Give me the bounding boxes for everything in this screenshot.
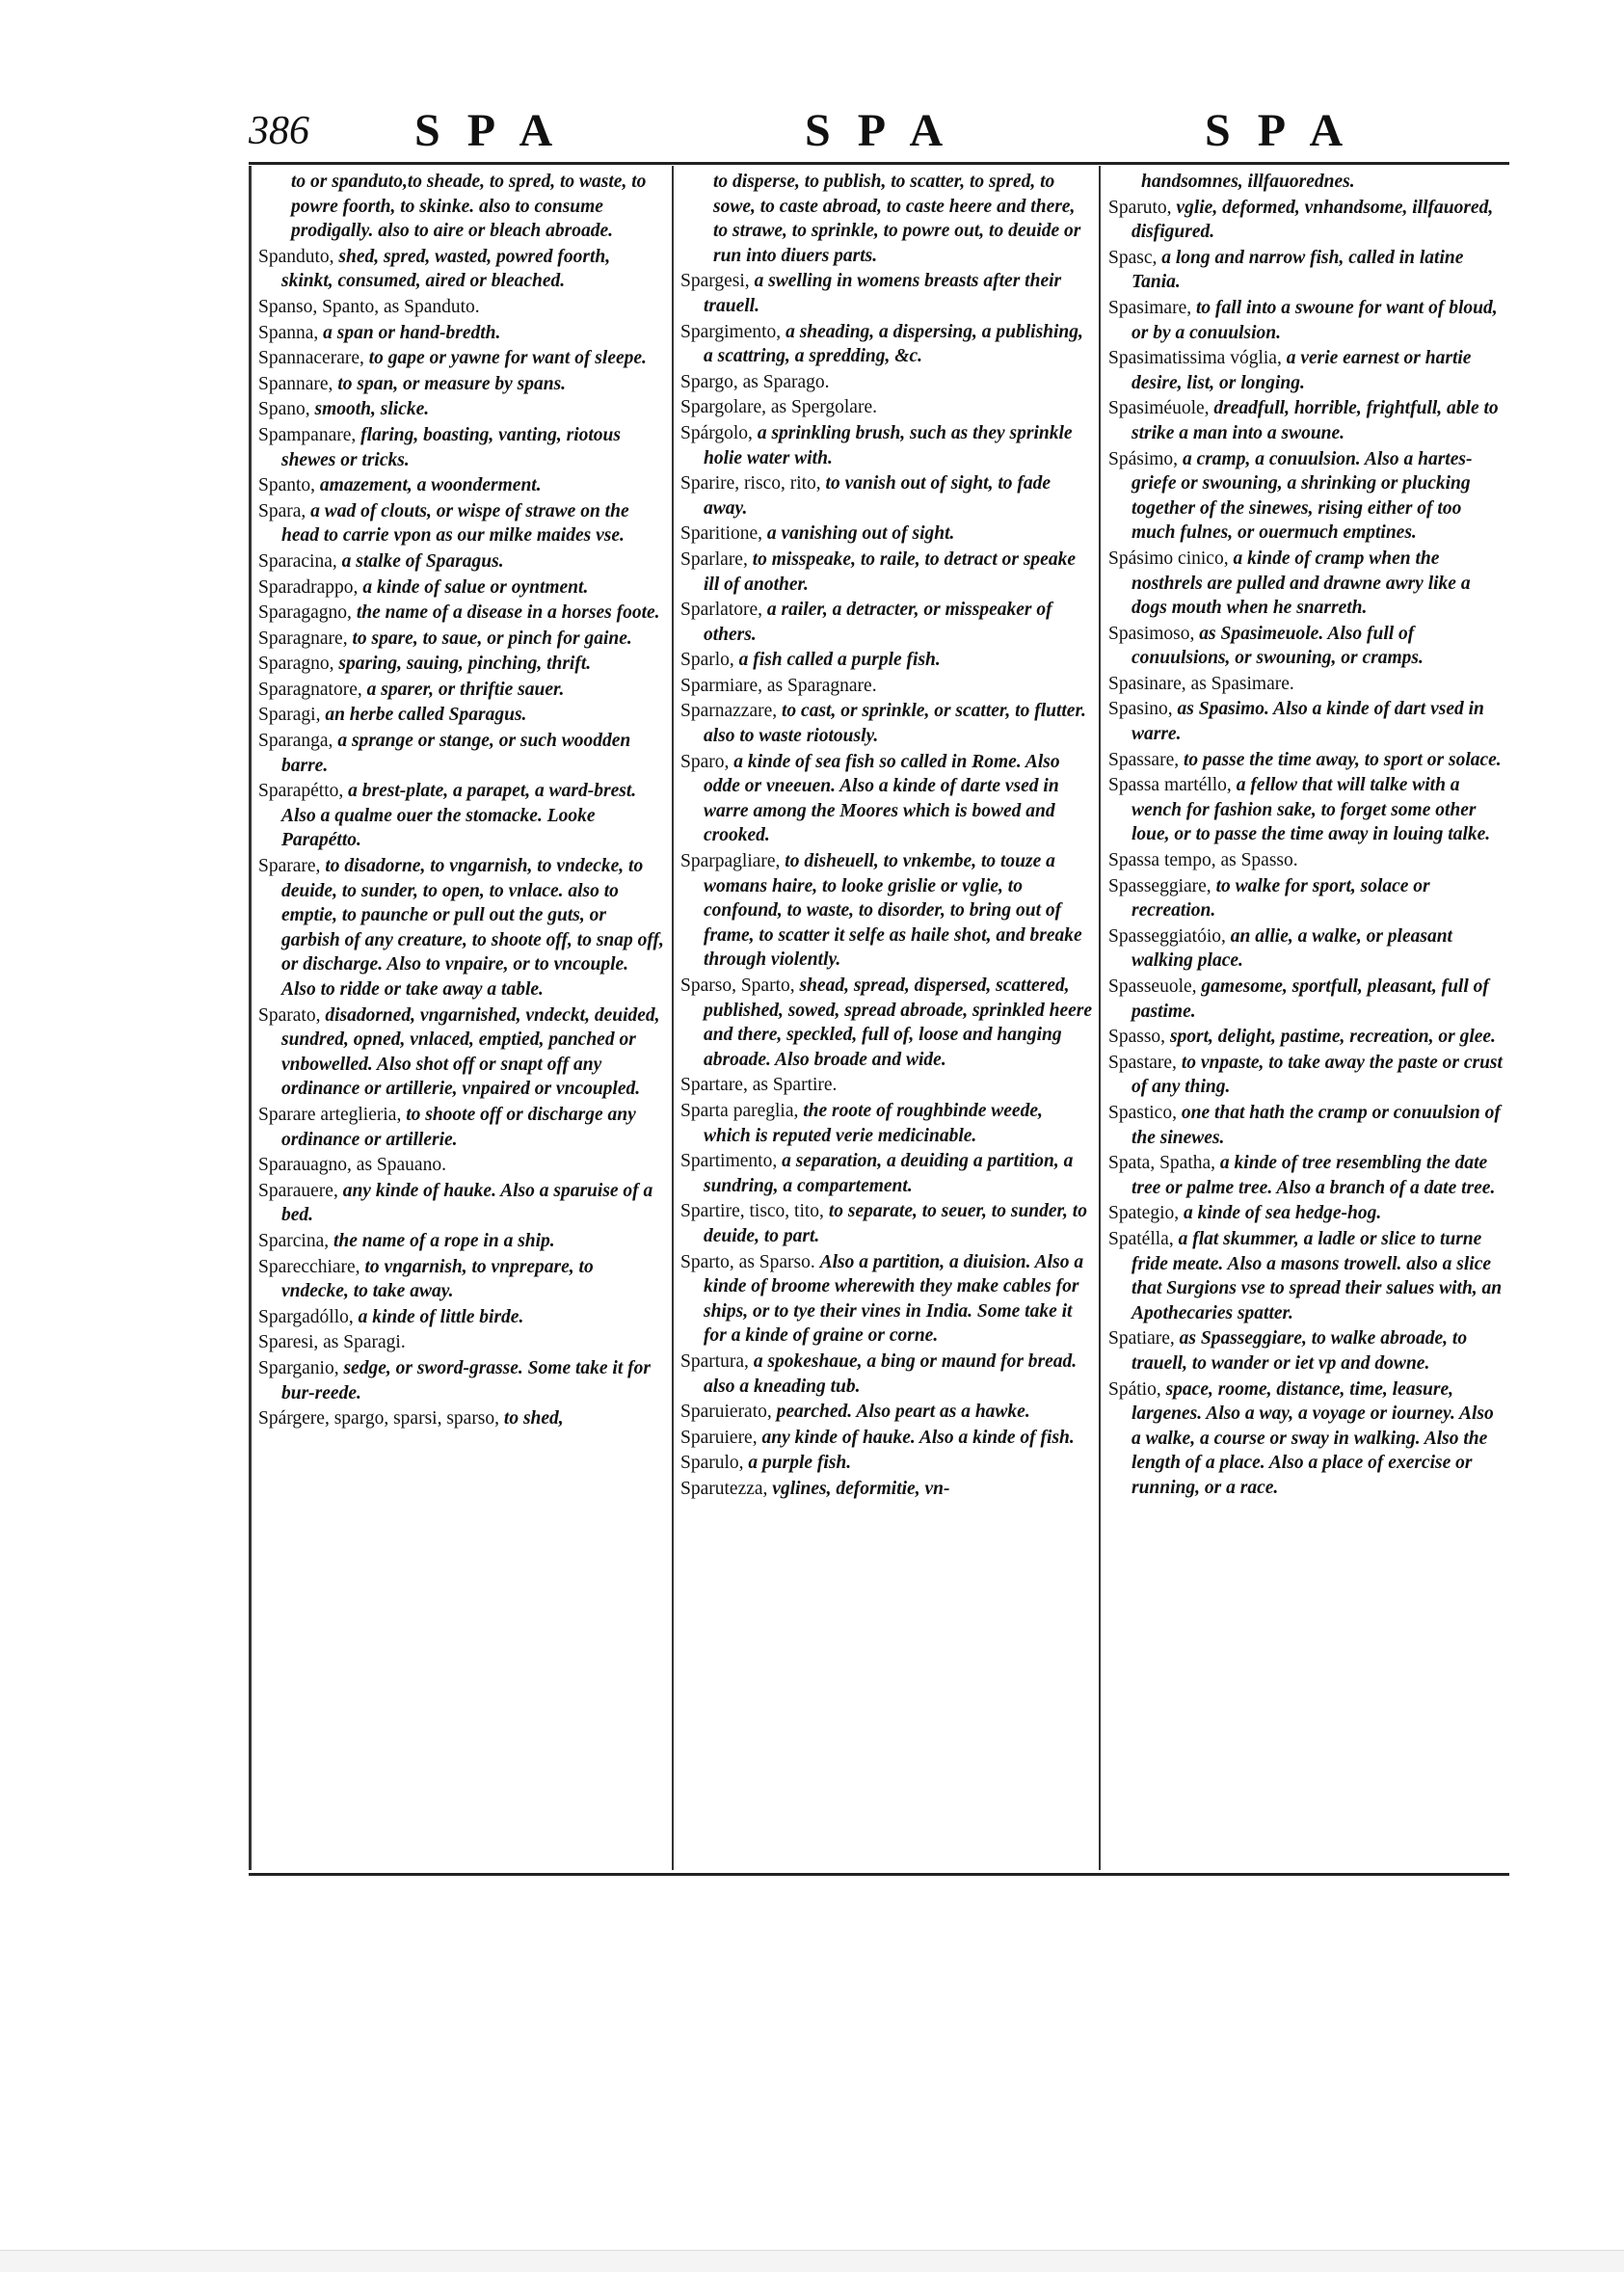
gloss: gamesome, sportfull, pleasant, full of pastime. [1131,976,1489,1022]
dictionary-entry [680,548,1093,597]
dictionary-entry [680,1099,1093,1148]
dictionary-entry [258,627,665,652]
headword: Spastico, [1108,1102,1177,1123]
headword: Sparacina, [258,550,337,572]
headword: Spasimoso, [1108,623,1195,644]
gloss: one that hath the cramp or conuulsion of the sinewes. [1131,1102,1501,1148]
gloss: vglines, deformitie, vn- [772,1478,950,1499]
gloss: a flat skummer, a ladle or slice to turne fride meate. Also a masons trowell. also a slice that Surgions vse to spread their salues with, an Apothecaries spatter. [1131,1228,1503,1323]
entry-continuation [680,170,1093,268]
dictionary-entry [1108,196,1505,245]
headword: Sparutezza, [680,1478,768,1499]
dictionary-entry [258,499,665,548]
dictionary-entry [680,849,1093,973]
headword: Sparcina, [258,1230,330,1251]
headword: Spasseggiatóio, [1108,925,1226,947]
gloss: to vngarnish, to vnprepare, to vndecke, to take away. [281,1256,594,1302]
gloss: as Spasimo. Also a kinde of dart vsed in warre. [1131,699,1484,745]
gloss: the name of a disease in a horses foote. [356,602,660,624]
headword: Sparadrappo, [258,576,359,598]
dictionary-entry [1108,622,1505,671]
gloss: to disadorne, to vngarnish, to vndecke, to deuide, to sunder, to open, to vnlace. also to emptie, to paunche or pull out the guts, or garbish of any creature, to shoote off, to snap off, or discharge. Also to vnpaire, or to vncouple. Also to ridde or take away a table. [281,856,664,1000]
headword: Sparo, [680,751,730,772]
dictionary-entry [258,1255,665,1304]
dictionary-entry [680,1477,1093,1502]
gloss: a kinde of salue or oyntment. [362,576,589,598]
dictionary-entry [258,601,665,626]
dictionary-entry [680,1451,1093,1476]
gloss: a fellow that will talke with a wench for fashion sake, to forget some other loue, or to passe the time away in louing talke. [1131,775,1491,845]
headword: Sparagnare, [258,628,348,649]
dictionary-entry [1108,1151,1505,1200]
dictionary-entry [1108,246,1505,295]
headword: Spartura, [680,1350,749,1372]
column-middle [680,170,1093,1502]
dictionary-entry [1108,773,1505,847]
headword: Sparagnatore, [258,679,362,700]
headword: Spategio, [1108,1203,1180,1224]
dictionary-entry [258,549,665,575]
gloss: a long and narrow fish, called in latine Tania. [1131,247,1464,293]
dictionary-entry [258,245,665,294]
dictionary-entry [258,703,665,728]
headword: Sparso, Sparto, [680,976,795,996]
column-right [1108,170,1505,1501]
gloss: a purple fish. [748,1453,852,1474]
dictionary-entry [680,1426,1093,1451]
headword: Spatélla, [1108,1228,1174,1249]
gloss: Also a partition, a diuision. Also a kinde of broome wherewith they make cables for ships, or to tye their vines in India. Some take it for a kinde of graine or corne. [704,1251,1084,1347]
dictionary-entry [258,854,665,1002]
gloss: a sprinkling brush, such as they sprinkle holie water with. [704,422,1073,468]
gloss: sparing, sauing, pinching, thrift. [338,654,592,675]
dictionary-entry [680,974,1093,1072]
gloss: to misspeake, to raile, to detract or speake ill of another. [704,548,1076,595]
headword: Sparare, [258,856,321,877]
dictionary-entry [680,421,1093,470]
gloss: to walke for sport, solace or recreation. [1131,875,1430,922]
gloss: to fall into a swoune for want of bloud, or by a conuulsion. [1131,297,1498,343]
headword: Spargadóllo, [258,1306,354,1327]
column-divider-2 [1099,166,1101,1870]
headword: Spassare, [1108,749,1180,770]
dictionary-entry [1108,547,1505,621]
gloss: a verie earnest or hartie desire, list, or longing. [1131,348,1472,393]
dictionary-entry [680,370,1093,395]
dictionary-entry [258,779,665,853]
gloss: to vnpaste, to take away the paste or crust of any thing. [1131,1052,1503,1098]
gloss: a sparer, or thriftie sauer. [366,679,565,700]
headword: Sparuiere, [680,1427,758,1448]
gloss: a wad of clouts, or wispe of strawe on the head to carrie vpon as our milke maides vse. [281,500,629,547]
dictionary-entry [1108,1201,1505,1226]
gloss: a stalke of Sparagus. [341,550,504,572]
scan-footer-strip [0,2250,1624,2272]
headword: Spargesi, [680,271,750,292]
gloss: as Spasseggiare, to walke abroade, to trauell, to wander or iet vp and downe. [1131,1328,1468,1374]
gloss: shed, spred, wasted, powred foorth, skinkt, consumed, aired or bleached. [281,246,611,292]
dictionary-entry [1108,346,1505,395]
dictionary-entry [680,1250,1093,1349]
dictionary-entry [1108,296,1505,345]
dictionary-entry [1108,874,1505,923]
headword: Sparauere, [258,1180,338,1201]
dictionary-entry [258,397,665,422]
gloss: a kinde of cramp when the nosthrels are pulled and drawne awry like a dogs mouth when he snarreth. [1131,548,1471,619]
dictionary-entry [1108,924,1505,974]
dictionary-entry [258,729,665,778]
gloss: a kinde of little birde. [358,1306,524,1327]
running-head-right: SPA [1205,105,1371,156]
headword: Sparta pareglia, [680,1100,799,1121]
dictionary-entry [258,1305,665,1330]
headword: Spárgolo, [680,422,753,443]
headword: Spasiméuole, [1108,398,1210,419]
headword: Spátio, [1108,1378,1161,1400]
gloss: a kinde of sea fish so called in Rome. Also odde or vneeuen. Also a kinde of darte vsed in warre among the Moores which is bowed and crooked. [704,751,1060,846]
gloss: a swelling in womens breasts after their trauell. [704,271,1062,316]
headword: Sparagi, [258,705,321,726]
dictionary-entry [1108,748,1505,773]
headword: Spara, [258,500,306,521]
headword: Sparapétto, [258,781,344,802]
dictionary-entry [680,598,1093,647]
headword: Sparesi, as Sparagi. [258,1332,406,1353]
gloss: a spokeshaue, a bing or maund for bread. also a kneading tub. [704,1350,1078,1397]
dictionary-entry [680,699,1093,748]
dictionary-entry [1108,396,1505,445]
dictionary-entry [258,295,665,320]
gloss: the name of a rope in a ship. [333,1230,555,1251]
dictionary-entry [1108,848,1505,873]
entry-continuation [1108,170,1505,195]
dictionary-entry [1108,1101,1505,1150]
headword: Spannare, [258,373,333,394]
dictionary-entry [680,471,1093,521]
running-head-left: SPA [414,105,580,156]
headword: Spargolare, as Spergolare. [680,397,877,418]
headword: Spasseggiare, [1108,875,1211,896]
dictionary-entry [258,423,665,472]
gloss: to gape or yawne for want of sleepe. [368,348,647,369]
dictionary-entry [1108,1377,1505,1501]
gloss: to shed, [503,1408,564,1430]
gloss: a kinde of tree resembling the date tree or palme tree. Also a branch of a date tree. [1131,1153,1496,1198]
dictionary-entry [680,674,1093,699]
dictionary-entry [1108,1025,1505,1050]
gloss: flaring, boasting, vanting, riotous shewes or tricks. [281,424,621,470]
dictionary-entry [1108,697,1505,746]
left-border-rule [249,166,252,1870]
headword: Spassa tempo, as Spasso. [1108,850,1298,871]
column-divider-1 [672,166,674,1870]
headword: Sparagagno, [258,602,352,624]
dictionary-entry [1108,975,1505,1024]
dictionary-entry [258,321,665,346]
gloss: pearched. Also peart as a hawke. [776,1402,1030,1423]
headword: Spatiare, [1108,1328,1175,1350]
gloss: an herbe called Sparagus. [325,705,527,726]
dictionary-entry [258,473,665,498]
headword: Sparauagno, as Spauano. [258,1155,446,1176]
headword: Spásimo, [1108,448,1179,469]
headword: Spata, Spatha, [1108,1153,1216,1174]
headword: Sparpagliare, [680,851,781,872]
headword: Sparuierato, [680,1402,772,1423]
gloss: sport, delight, pastime, recreation, or glee. [1169,1027,1496,1048]
dictionary-entry [258,1103,665,1152]
dictionary-entry [258,652,665,677]
headword: Spasino, [1108,699,1173,720]
gloss: to disperse, to publish, to scatter, to spred, to sowe, to caste abroad, to caste heere and there, to strawe, to sprinkle, to powre out, to deuide or run into diuers parts. [713,172,1081,266]
dictionary-entry [680,1199,1093,1248]
dictionary-entry [1108,1227,1505,1325]
dictionary-entry [680,521,1093,547]
gloss: shead, spread, dispersed, scattered, published, sowed, spread abroade, sprinkled heere and there, speckled, full of, loose and hanging abroade. Also broade and wide. [704,976,1093,1070]
dictionary-entry [258,1153,665,1178]
headword: Sparato, [258,1004,321,1026]
headword: Spasimare, [1108,297,1192,318]
gloss: to cast, or sprinkle, or scatter, to flutter. also to waste riotously. [704,701,1086,747]
dictionary-entry [680,750,1093,848]
gloss: to separate, to seuer, to sunder, to deuide, to part. [704,1201,1087,1246]
gloss: a railer, a detracter, or misspeaker of others. [704,600,1052,645]
dictionary-entry [1108,1051,1505,1100]
headword: Sparagno, [258,654,334,675]
dictionary-entry [258,1330,665,1355]
headword: Spanso, Spanto, as Spanduto. [258,296,480,317]
page-number: 386 [249,109,309,153]
headword: Spassa martéllo, [1108,775,1232,796]
dictionary-entry [258,1229,665,1254]
gloss: to vanish out of sight, to fade away. [704,473,1052,519]
headword: Sparnazzare, [680,701,778,722]
headword: Sparare arteglieria, [258,1104,402,1125]
headword: Spargo, as Sparago. [680,371,830,392]
headword: Spartimento, [680,1151,778,1172]
dictionary-entry [258,346,665,371]
headword: Spásimo cinico, [1108,548,1229,569]
headword: Spasinare, as Spasimare. [1108,673,1294,694]
headword: Spano, [258,399,310,420]
headword: Sparto, as Sparso. [680,1251,815,1272]
headword: Sparlo, [680,650,734,671]
headword: Spasc, [1108,247,1158,268]
dictionary-entry [680,269,1093,318]
headword: Sparganio, [258,1357,339,1378]
gloss: smooth, slicke. [314,399,430,420]
dictionary-entry [680,1073,1093,1098]
gloss: a brest-plate, a parapet, a ward-brest. Also a qualme ouer the stomacke. Looke Parapétto. [281,781,637,851]
top-rule [249,162,1509,165]
dictionary-entry [680,1149,1093,1198]
headword: Sparuto, [1108,197,1172,218]
headword: Spanna, [258,322,319,343]
dictionary-entry [258,1356,665,1405]
headword: Sparitione, [680,523,763,545]
headword: Spasimatissima vóglia, [1108,348,1282,369]
gloss: as Spasimeuole. Also full of conuulsions, or swouning, or cramps. [1131,623,1424,669]
headword: Sparmiare, as Sparagnare. [680,675,877,696]
column-left [258,170,665,1432]
gloss: to or spanduto,to sheade, to spred, to waste, to powre foorth, to skinke. also to consume prodigally. also to aire or bleach abroade. [291,172,647,242]
gloss: to disheuell, to vnkembe, to touze a womans haire, to looke grislie or vglie, to confound, to waste, to disorder, to bring out of frame, to scatter it selfe as haile shot, and breake through violently. [704,851,1082,971]
gloss: to passe the time away, to sport or solace. [1183,749,1502,770]
gloss: a kinde of sea hedge-hog. [1184,1203,1382,1224]
headword: Sparlatore, [680,600,763,621]
gloss: to spare, to saue, or pinch for gaine. [352,628,632,649]
gloss: amazement, a woonderment. [319,475,542,496]
bottom-rule [249,1873,1509,1876]
gloss: a sprange or stange, or such woodden barre. [281,731,631,776]
gloss: a vanishing out of sight. [766,523,955,545]
headword: Spasso, [1108,1027,1166,1048]
running-head-middle: SPA [805,105,971,156]
headword: Sparanga, [258,731,333,752]
dictionary-entry [680,648,1093,673]
gloss: handsomnes, illfauorednes. [1141,172,1355,192]
headword: Sparecchiare, [258,1256,360,1277]
dictionary-entry [1108,1326,1505,1376]
gloss: a separation, a deuiding a partition, a sundring, a compartement. [704,1151,1074,1196]
dictionary-entry [680,320,1093,369]
entry-continuation [258,170,665,244]
gloss: sedge, or sword-grasse. Some take it for bur-reede. [281,1357,651,1403]
headword: Spanto, [258,475,316,496]
gloss: the roote of roughbinde weede, which is reputed verie medicinable. [704,1100,1043,1146]
gloss: to shoote off or discharge any ordinance or artillerie. [281,1104,636,1150]
dictionary-entry [1108,447,1505,546]
headword: Spasseuole, [1108,976,1197,997]
gloss: a fish called a purple fish. [738,650,941,671]
headword: Sparire, risco, rito, [680,473,821,494]
headword: Spastare, [1108,1052,1177,1073]
headword: Spannacerare, [258,348,364,369]
headword: Spartire, tisco, tito, [680,1201,824,1222]
headword: Spanduto, [258,246,334,267]
headword: Sparlare, [680,548,748,570]
gloss: dreadfull, horrible, frightfull, able to strike a man into a swoune. [1131,398,1499,443]
gloss: to span, or measure by spans. [337,373,567,394]
gloss: vglie, deformed, vnhandsome, illfauored, disfigured. [1131,197,1494,243]
gloss: disadorned, vngarnished, vndeckt, deuided, sundred, opned, vnlaced, emptied, panched or vnbowelled. Also shot off or snapt off any ordinance or artillerie, vnpaired or vncoupled. [281,1004,660,1100]
gloss: a span or hand-bredth. [323,322,501,343]
gloss: any kinde of hauke. Also a kinde of fish. [761,1427,1075,1448]
dictionary-entry [680,1350,1093,1399]
dictionary-entry [680,395,1093,420]
dictionary-entry [258,678,665,703]
headword: Spampanare, [258,424,357,445]
headword: Sparulo, [680,1453,744,1474]
dictionary-entry [680,1400,1093,1425]
gloss: a sheading, a dispersing, a publishing, a scattring, a spredding, &c. [704,321,1083,367]
dictionary-entry [258,372,665,397]
gloss: a cramp, a conuulsion. Also a hartes-griefe or swouning, a shrinking or plucking together of the sinewes, rising either of too much fulnes, or ouermuch emptines. [1131,448,1473,544]
dictionary-entry [258,1003,665,1102]
headword: Spárgere, spargo, sparsi, sparso, [258,1408,500,1430]
headword: Spartare, as Spartire. [680,1075,838,1096]
headword: Spargimento, [680,321,782,342]
gloss: space, roome, distance, time, leasure, largenes. Also a way, a voyage or iourney. Also a walke, a course or sway in walking. Also the length of a place. Also a place of exercise or running, or a race. [1131,1378,1494,1498]
dictionary-entry [258,1179,665,1228]
gloss: an allie, a walke, or pleasant walking place. [1131,925,1452,972]
dictionary-entry [258,575,665,601]
gloss: any kinde of hauke. Also a sparuise of a bed. [281,1180,653,1226]
dictionary-entry [258,1406,665,1431]
dictionary-entry [1108,672,1505,697]
